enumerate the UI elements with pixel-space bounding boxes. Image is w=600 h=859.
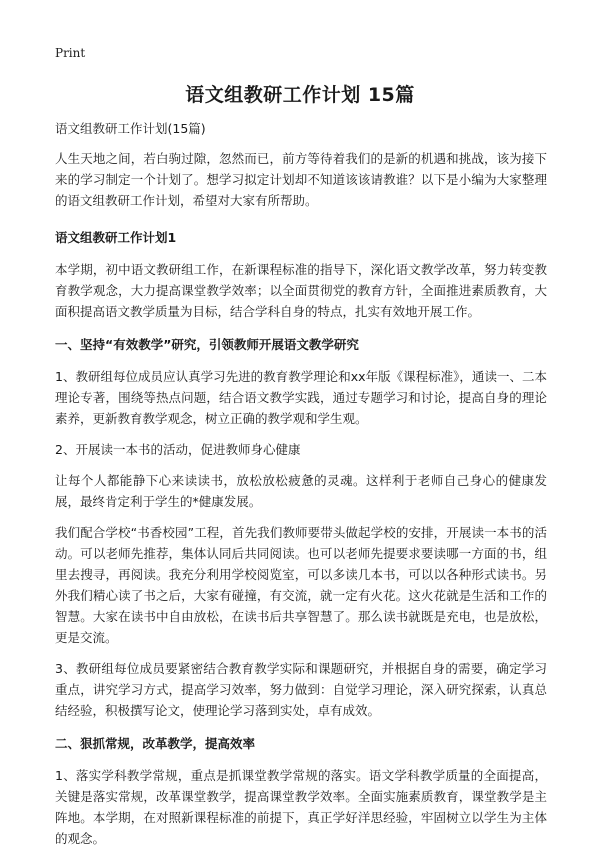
plan1-heading: 语文组教研工作计划1 — [55, 230, 177, 245]
plan1-intro-paragraph: 本学期，初中语文教研组工作，在新课程标准的指导下，深化语文教学改革，努力转变教育教学观念，大力提高课堂教学效率；以全面贯彻党的教育方针，全面推进素质教育，大面积提高语文教学质量为目标，结合学科自身的特点，扎实有效地开展工作。 — [55, 262, 547, 319]
section1-paragraph-5: 3、教研组每位成员要紧密结合教育教学实际和课题研究，并根据自身的需要，确定学习重点，讲究学习方式，提高学习效率，努力做到：自觉学习理论，深入研究探索，认真总结经验，积极撰写论文，使理论学习落到实处，卓有成效。 — [55, 661, 547, 718]
document-subtitle: 语文组教研工作计划(15篇) — [55, 121, 206, 136]
section2-paragraph-1: 1、落实学科教学常规，重点是抓课堂教学常规的落实。语文学科教学质量的全面提高，关键是落实常规，改革课堂教学，提高课堂教学效率。全面实施素质教育，课堂教学是主阵地。本学期，在对照新课程标准的前提下，真正学好洋思经验，牢固树立以学生为主体的观念。 — [55, 768, 547, 846]
section1-paragraph-2: 2、开展读一本书的活动，促进教师身心健康 — [55, 442, 301, 457]
intro-paragraph: 人生天地之间，若白驹过隙，忽然而已，前方等待着我们的是新的机遇和挑战，该为接下来的学习制定一个计划了。想学习拟定计划却不知道该该请教谁？以下是小编为大家整理的语文组教研工作计划，希望对大家有所帮助。 — [55, 151, 547, 208]
section2-heading: 二、狠抓常规，改革教学，提高效率 — [55, 736, 256, 751]
section1-paragraph-4: 我们配合学校“书香校园”工程，首先我们教师要带头做起学校的安排，开展读一本书的活动。可以老师先推荐，集体认同后共同阅读。也可以老师先提要求要读哪一方面的书，组里去搜寻，再阅读。我充分利用学校阅览室，可以多读几本书，可以以各种形式读书。另外我们精心读了书之后，大家有碰撞，有交流，就一定有火花。这火花就是生活和工作的智慧。大家在读书中自由放松，在读书后共享智慧了。那么读书就既是充电，也是放松，更是交流。 — [55, 525, 547, 645]
print-link[interactable]: Print — [55, 46, 86, 60]
section1-paragraph-3: 让每个人都能静下心来读读书，放松放松疲惫的灵魂。这样利于老师自己身心的健康发展，最终肯定利于学生的*健康发展。 — [55, 473, 547, 509]
section1-heading: 一、坚持“有效教学”研究，引领教师开展语文教学研究 — [55, 337, 359, 352]
document-body — [55, 120, 547, 859]
page-title: 语文组教研工作计划 15篇 — [185, 84, 415, 106]
section1-paragraph-1: 1、教研组每位成员应认真学习先进的教育教学理论和xx年版《课程标准》，通读一、二本理论专著，围绕等热点问题，结合语文教学实践，通过专题学习和讨论，提高自身的理论素养，更新教育教学观念，树立正确的教学观和学生观。 — [55, 369, 547, 426]
